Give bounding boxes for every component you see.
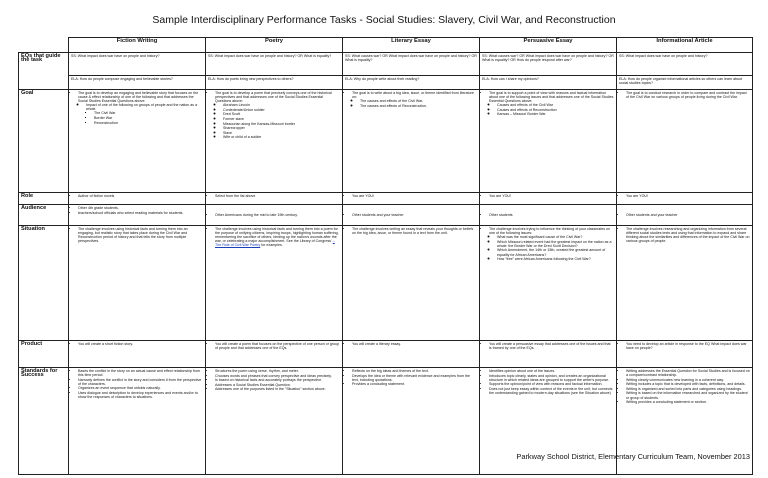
list-item: • Writing is based on the information researched and organized by the student or group of students. — [626, 391, 750, 399]
list-item: • Develops the idea or theme with relevant evidence and examples from the text, including quotations. — [352, 374, 477, 382]
audience-persuasive — [480, 205, 617, 226]
list-item: ◦ Sharecropper — [223, 126, 340, 130]
goal-persuasive-intro: The goal is to support a point of view with reasons and factual information about one of the following issues and that addresses one of the Social Studies Essential Questions above. — [489, 91, 614, 104]
list-item: ◦ The causes and effects of the Civil War. — [360, 99, 477, 103]
goal-row — [19, 90, 753, 193]
goal-fiction-sub: Impact of one of the following on groups of people and the nation as a whole. — [86, 103, 198, 112]
situation-poetry — [206, 226, 343, 341]
list-item: • Is based on historical facts and accurately portrays the perspective. — [215, 378, 340, 382]
role-poetry — [206, 193, 343, 205]
list-item: • Narrowly defines the conflict in the story and considers it from the perspective of the characters. — [78, 378, 203, 386]
list-item: • Structures the poem using verse, rhythm, and meter. — [215, 369, 340, 373]
list-item: ◦ Slave — [223, 131, 340, 135]
row-label-standards: Standards for Success — [19, 368, 69, 475]
column-header-poetry: Poetry — [206, 38, 343, 53]
list-item: ◦ Kansas – Missouri Border War — [497, 112, 614, 116]
list-item: • Writing is organized and sorted into parts and categories using headings. — [626, 387, 750, 391]
list-item: ▪ Reconstruction — [94, 121, 203, 125]
row-label-eq: EQs that guide the task — [19, 53, 69, 90]
eq-ss-informational: SS: What impact does war have on people and history? — [617, 53, 753, 76]
list-item: ◦ Abraham Lincoln — [223, 103, 340, 107]
list-item: • The challenge involves using historical facts and turning them into an engaging, but realistic story that takes place during the Civil War and Reconstruction period of history and that tells the story from multiple perspectives. — [78, 227, 203, 243]
goal-literary-intro: The goal is to write about a big idea, issue, or theme identified from literature on: — [352, 91, 474, 100]
situation-fiction — [69, 226, 206, 341]
role-literary — [343, 193, 480, 205]
list-item: • Does not just keep essay within context of the events in the unit, but connects the understanding gained to modern-day situations (see the Situation above) — [489, 387, 614, 395]
product-fiction — [69, 341, 206, 368]
role-row — [19, 193, 753, 205]
eq-ss-persuasive: SS: What causes war? OR What impact does war have on people and history? OR What is equality? OR How do people respond after war? — [480, 53, 617, 76]
list-item: • Introduces topic clearly, states and opinion, and creates an organizational structure in which related ideas are grouped to support the writer's purpose. — [489, 374, 614, 382]
situation-poetry-tail: for examples. — [261, 243, 283, 248]
header-row — [19, 38, 753, 53]
corner-cell — [19, 38, 69, 53]
list-item: • You will create a short fiction story. — [78, 342, 203, 346]
list-item: ◦ Former slave — [223, 117, 340, 121]
row-label-situation: Situation — [19, 226, 69, 341]
goal-literary — [343, 90, 480, 193]
list-item: • Other Americans during the mid to late 19th century. — [215, 213, 340, 217]
audience-fiction — [69, 205, 206, 226]
list-item: • Bases the conflict in the story on an actual cause and effect relationship from this time period. — [78, 369, 203, 377]
situation-persuasive — [480, 226, 617, 341]
list-item — [215, 227, 340, 247]
goal-fiction-intro: The goal is to develop an engaging and believable story that focuses on the cause & effect relationship of one of the following and that addresses the Social Studies Essential Questions above: — [78, 91, 199, 104]
role-informational — [617, 193, 753, 205]
list-item: • Other students — [489, 213, 614, 217]
list-item: • You need to develop an article in response to the EQ What impact does war have on people? — [626, 342, 750, 350]
list-item: ◦ Causes and effects of Reconstruction — [497, 108, 614, 112]
list-item: ▪ Border War — [94, 116, 203, 120]
column-header-fiction: Fiction Writing — [69, 38, 206, 53]
list-item: • You will create a poem that focuses on the perspective of one person or group of people and that addresses one of the EQs. — [215, 342, 340, 350]
list-item: • Chooses words and phrases that convey perspective and ideas precisely. — [215, 374, 340, 378]
product-literary — [343, 341, 480, 368]
row-label-goal: Goal — [19, 90, 69, 193]
row-label-role: Role — [19, 193, 69, 205]
list-item: • You will create a literary essay. — [352, 342, 477, 346]
product-row — [19, 341, 753, 368]
column-header-literary-essay: Literary Essay — [343, 38, 480, 53]
list-item: • Author of fiction novels — [78, 194, 203, 198]
list-item: • Writing clearly communicates new learning in a coherent way. — [626, 378, 750, 382]
list-item: ◦ Which Amendment, the 14th or 15th, created the greatest amount of equality for African Americans? — [497, 248, 614, 256]
list-item: • Other 4th grade students, — [78, 206, 203, 210]
goal-informational — [617, 90, 753, 193]
role-persuasive — [480, 193, 617, 205]
eq-ela-informational: ELA: How do people organize informational articles so others can learn about social studies topics? — [617, 76, 753, 90]
performance-task-table — [18, 37, 753, 475]
list-item: • Supports the opinion/point of view with reasons and factual information. — [489, 382, 614, 386]
list-item: ◦ The causes and effects of Reconstruction. — [360, 104, 477, 108]
situation-row — [19, 226, 753, 341]
standards-fiction — [69, 368, 206, 475]
eq-ss-literary: SS: What causes war? OR What impact does war have on people and history? OR What is equality? — [343, 53, 480, 76]
list-item: ◦ Confederate/Union soldier — [223, 108, 340, 112]
goal-poetry-intro: The goal is to develop a poem that precisely conveys one of the historical perspectives and that addresses one of the Social Studies Essential Questions above: — [215, 91, 332, 104]
list-item: • Select from the list above — [215, 194, 340, 198]
list-item: • Reflects on the big ideas and themes of the text. — [352, 369, 477, 373]
audience-poetry — [206, 205, 343, 226]
column-header-persuasive-essay: Persuasive Essay — [480, 38, 617, 53]
goal-poetry — [206, 90, 343, 193]
eq-ela-persuasive: ELA: How can I share my opinions? — [480, 76, 617, 90]
list-item: ◦ Missourian along the Kansas-Missouri border — [223, 122, 340, 126]
product-persuasive — [480, 341, 617, 368]
list-item: ▪ The Civil War — [94, 111, 203, 115]
list-item: ◦ Wife or child of a soldier — [223, 135, 340, 139]
column-header-informational-article: Informational Article — [617, 38, 753, 53]
audience-literary — [343, 205, 480, 226]
list-item: • You are YOU! — [626, 194, 750, 198]
situation-informational — [617, 226, 753, 341]
eq-ela-literary: ELA: Why do people write about their reading? — [343, 76, 480, 90]
row-label-product: Product — [19, 341, 69, 368]
list-item: • Addresses one of the purposes listed in the "Situation" section above. — [215, 387, 340, 391]
page-title: Sample Interdisciplinary Performance Tasks - Social Studies: Slavery, Civil War, and Reconstruction — [152, 14, 616, 26]
eq-ela-poetry: ELA: How do poets bring new perspectives to others? — [206, 76, 343, 90]
goal-persuasive — [480, 90, 617, 193]
list-item: • Provides a concluding statement. — [352, 382, 477, 386]
list-item: • The challenge involves researching and organizing information from several different social studies texts and using that information to expand and share thinking about the similarities and differences of the impact of the Civil War on various groups of people. — [626, 227, 750, 243]
audience-informational — [617, 205, 753, 226]
standards-poetry — [206, 368, 343, 475]
civil-war-poetry-link[interactable]: – The Role of Civil War Poetry — [215, 239, 335, 248]
product-informational — [617, 341, 753, 368]
list-item: ◦ Causes and effects of the Civil War — [497, 103, 614, 107]
eq-ss-fiction: SS: What impact does war have on people and history? — [69, 53, 206, 76]
list-item: ◦ What was the most significant cause of the Civil War? — [497, 235, 614, 239]
situation-poetry-text: The challenge involves using historical facts and turning them into a poem for the purpose of unifying citizens, inspiring troops, highlighting human suffering, remembering the sacrifice of others, binding up the nation's wounds after the war, or celebrating a major accomplishment. See the Library of Congress' — [215, 227, 339, 244]
list-item: • Identifies opinion about one of the issues. — [489, 369, 614, 373]
list-item: • Writing includes a topic that is developed with facts, definitions, and details. — [626, 382, 750, 386]
list-item: • Addresses a Social Studies Essential Question. — [215, 383, 340, 387]
list-item: • Other students and your teacher — [352, 213, 477, 217]
situation-literary — [343, 226, 480, 341]
list-item: • teachers/school officials who select reading materials for students. — [78, 211, 203, 215]
row-label-audience: Audience — [19, 205, 69, 226]
list-item: • Organizes an event sequence that unfolds naturally. — [78, 386, 203, 390]
list-item: • You are YOU! — [352, 194, 477, 198]
list-item: • You are YOU! — [489, 194, 614, 198]
eq-ss-poetry: SS: What impact does war have on people and history? OR What is equality? — [206, 53, 343, 76]
list-item: ◦ How "free" were African Americans following the Civil War? — [497, 257, 614, 261]
list-item: • Writing addresses the Essential Question for Social Studies and is focused on a compare/contrast relationship. — [626, 369, 750, 377]
list-item: • Uses dialogue and description to develop experiences and events and/or to show the responses of characters to situations. — [78, 391, 203, 399]
audience-row — [19, 205, 753, 226]
list-item: • Writing provides a concluding statement or section. — [626, 400, 750, 404]
list-item: • The goal is to conduct research in order to compare and contrast the impact of the Civil War on various groups of people living during the Civil War. — [626, 91, 750, 99]
list-item: • Other students and your teacher — [626, 213, 750, 217]
list-item: ◦ Which Missouri-related event had the greatest impact on the nation as a whole: the Border War or the Dred Scott Decision? — [497, 240, 614, 248]
footer-credit: Parkway School District, Elementary Curriculum Team, November 2013 — [516, 452, 750, 461]
eq-ss-row — [19, 53, 753, 76]
eq-ela-row — [19, 76, 753, 90]
standards-literary — [343, 368, 480, 475]
list-item: ◦ Dred Scott — [223, 112, 340, 116]
list-item: • You will create a persuasive essay that addresses one of the issues and that is framed by one of the EQs. — [489, 342, 614, 350]
product-poetry — [206, 341, 343, 368]
role-fiction — [69, 193, 206, 205]
eq-ela-fiction: ELA: How do people compose engaging and believable stories? — [69, 76, 206, 90]
list-item: • The challenge involves writing an essay that reveals your thoughts or beliefs on the big idea, issue, or theme found in a text from the unit. — [352, 227, 477, 235]
situation-persuasive-intro: The challenge involves trying to influence the thinking of your classmates on one of the following issues: — [489, 227, 611, 236]
goal-fiction — [69, 90, 206, 193]
